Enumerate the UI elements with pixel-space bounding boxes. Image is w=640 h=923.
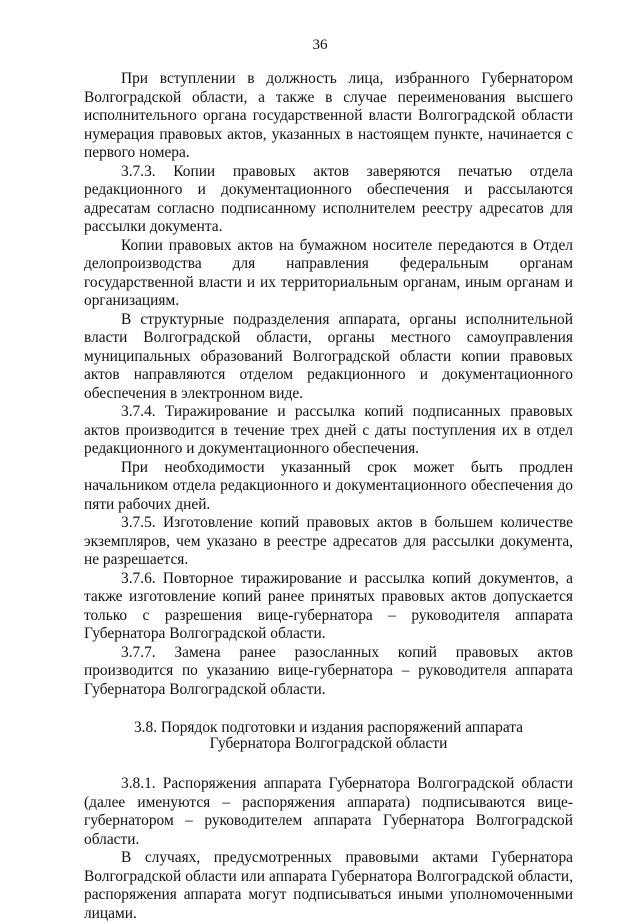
paragraph: В случаях, предусмотренных правовыми актами Губернатора Волгоградской области или аппарата Губернатора Волгоградской области, распоряжения аппарата могут подписываться иными уполномоченными лицами. (84, 849, 573, 922)
paragraph: 3.7.5. Изготовление копий правовых актов в большем количестве экземпляров, чем указано в реестре адресатов для рассылки документа, не разрешается. (84, 514, 573, 568)
page-number: 36 (312, 37, 328, 53)
paragraph: 3.7.7. Замена ранее разосланных копий правовых актов производится по указанию вице-губернатора – руководителя аппарата Губернатора Волгоградской области. (84, 643, 573, 698)
paragraph: Копии правовых актов на бумажном носителе передаются в Отдел делопроизводства для направления федеральным органам государственной власти и их территориальным органам, иным органам и организациям. (84, 236, 573, 309)
paragraph: При необходимости указанный срок может быть продлен начальником отдела редакционного и документационного обеспечения до пяти рабочих дней. (84, 458, 573, 513)
section-heading (84, 720, 573, 752)
paragraph: 3.8.1. Распоряжения аппарата Губернатора Волгоградской области (далее именуются – распоряжения аппарата) подписываются вице-губернатором – руководителем аппарата Губернатора Волгоградской области. (84, 775, 573, 848)
paragraph: 3.7.6. Повторное тиражирование и рассылка копий документов, а также изготовление копий ранее принятых правовых актов допускается только с разрешения вице-губернатора – руководителя аппарата Губернатора Волгоградской области. (84, 569, 573, 642)
paragraph: 3.7.4. Тиражирование и рассылка копий подписанных правовых актов производится в течение трех дней с даты поступления их в отдел редакционного и документационного обеспечения. (84, 403, 573, 457)
paragraph: В структурные подразделения аппарата, органы исполнительной власти Волгоградской области, органы местного самоуправления муниципальных образований Волгоградской области копии правовых актов направляются отделом редакционного и документационного обеспечения в электронном виде. (84, 310, 573, 402)
document-body (84, 70, 573, 923)
paragraph: При вступлении в должность лица, избранного Губернатором Волгоградской области, а также в случае переименования высшего исполнительного органа государственной власти Волгоградской области нумерация правовых актов, указанных в настоящем пункте, начинается с первого номера. (84, 70, 573, 161)
paragraph: 3.7.3. Копии правовых актов заверяются печатью отдела редакционного и документационного обеспечения и рассылаются адресатам согласно подписанному исполнителем реестру адресатов для рассылки документа. (84, 162, 573, 235)
section-heading-line: 3.8. Порядок подготовки и издания распоряжений аппарата (133, 719, 524, 736)
section-heading-line: Губернатора Волгоградской области (209, 735, 448, 752)
